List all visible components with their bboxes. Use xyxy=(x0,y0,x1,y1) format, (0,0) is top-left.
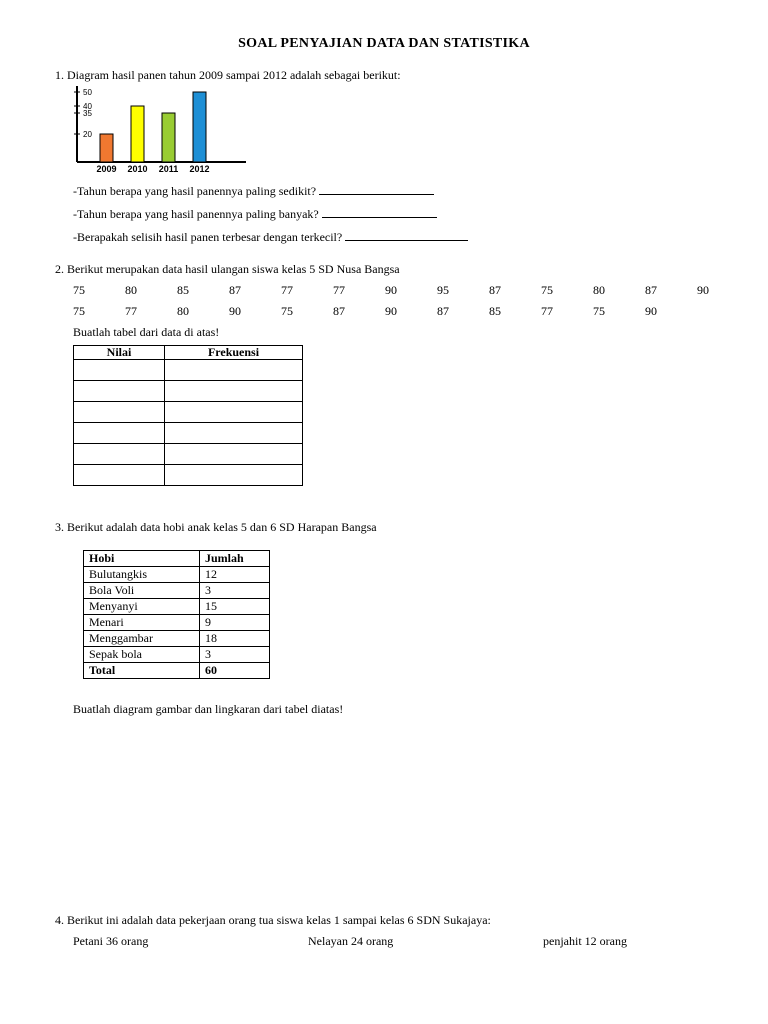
nilai-cell[interactable] xyxy=(74,402,165,423)
score-value: 90 xyxy=(697,283,709,297)
q4-item-nelayan: Nelayan 24 orang xyxy=(308,934,394,948)
column-header-nilai: Nilai xyxy=(74,346,165,360)
frekuensi-cell[interactable] xyxy=(165,444,303,465)
y-tick-label: 50 xyxy=(83,88,92,97)
x-tick-label: 2012 xyxy=(189,164,210,174)
score-value: 75 xyxy=(593,304,605,318)
q1-question-2 xyxy=(73,206,437,222)
total-label: Total xyxy=(84,663,200,679)
score-value: 80 xyxy=(177,304,189,318)
y-tick-label: 20 xyxy=(83,130,92,139)
bar-2009 xyxy=(100,134,113,162)
score-value: 95 xyxy=(437,283,449,297)
frekuensi-cell[interactable] xyxy=(165,381,303,402)
q2-intro: 2. Berikut merupakan data hasil ulangan siswa kelas 5 SD Nusa Bangsa xyxy=(55,262,400,276)
score-value: 75 xyxy=(281,304,293,318)
q4-item-penjahit: penjahit 12 orang xyxy=(543,934,627,948)
x-tick-label: 2011 xyxy=(158,164,179,174)
hobby-name: Bola Voli xyxy=(84,583,200,599)
bar-2012 xyxy=(193,92,206,162)
table-row xyxy=(74,402,303,423)
score-value: 85 xyxy=(177,283,189,297)
score-value: 77 xyxy=(541,304,553,318)
score-value: 77 xyxy=(333,283,345,297)
table-row xyxy=(84,599,270,615)
hobby-name: Menyanyi xyxy=(84,599,200,615)
q1-question-2-text: -Tahun berapa yang hasil panennya paling banyak? xyxy=(73,207,319,221)
hobby-count: 18 xyxy=(200,631,270,647)
score-value: 90 xyxy=(385,304,397,318)
q2-instruction: Buatlah tabel dari data di atas! xyxy=(73,325,220,339)
q1-question-1-text: -Tahun berapa yang hasil panennya paling sedikit? xyxy=(73,184,317,198)
q1-answer-blank-3[interactable] xyxy=(345,229,468,241)
table-row xyxy=(84,647,270,663)
table-row xyxy=(84,615,270,631)
q2-scores-row-1 xyxy=(73,283,749,298)
score-value: 85 xyxy=(489,304,501,318)
score-value: 75 xyxy=(73,304,85,318)
hobby-table xyxy=(83,550,270,679)
score-value: 90 xyxy=(385,283,397,297)
score-value: 87 xyxy=(229,283,241,297)
hobby-count: 9 xyxy=(200,615,270,631)
score-value: 80 xyxy=(593,283,605,297)
hobby-name: Menari xyxy=(84,615,200,631)
table-row xyxy=(84,567,270,583)
hobby-name: Menggambar xyxy=(84,631,200,647)
score-value: 77 xyxy=(281,283,293,297)
score-value: 87 xyxy=(437,304,449,318)
q2-scores-row-2 xyxy=(73,304,697,319)
table-row xyxy=(74,423,303,444)
q3-intro: 3. Berikut adalah data hobi anak kelas 5 dan 6 SD Harapan Bangsa xyxy=(55,520,377,534)
q1-question-3 xyxy=(73,229,468,245)
frequency-table-header xyxy=(74,346,303,360)
score-value: 87 xyxy=(489,283,501,297)
table-row xyxy=(74,381,303,402)
score-value: 75 xyxy=(541,283,553,297)
score-value: 75 xyxy=(73,283,85,297)
table-row-total xyxy=(84,663,270,679)
column-header-hobi: Hobi xyxy=(84,551,200,567)
score-value: 77 xyxy=(125,304,137,318)
y-tick-label: 40 xyxy=(83,102,92,111)
score-value: 90 xyxy=(645,304,657,318)
frekuensi-cell[interactable] xyxy=(165,402,303,423)
q1-question-3-text: -Berapakah selisih hasil panen terbesar dengan terkecil? xyxy=(73,230,343,244)
q1-intro: 1. Diagram hasil panen tahun 2009 sampai 2012 adalah sebagai berikut: xyxy=(55,68,401,82)
harvest-bar-chart xyxy=(70,84,260,176)
frequency-table xyxy=(73,345,303,486)
hobby-table-header xyxy=(84,551,270,567)
q3-instruction: Buatlah diagram gambar dan lingkaran dari tabel diatas! xyxy=(73,702,344,716)
table-row xyxy=(74,465,303,486)
bar-2010 xyxy=(131,106,144,162)
score-value: 90 xyxy=(229,304,241,318)
score-value: 80 xyxy=(125,283,137,297)
total-count: 60 xyxy=(200,663,270,679)
nilai-cell[interactable] xyxy=(74,423,165,444)
score-value: 87 xyxy=(645,283,657,297)
x-tick-label: 2010 xyxy=(127,164,148,174)
frekuensi-cell[interactable] xyxy=(165,423,303,444)
hobby-count: 15 xyxy=(200,599,270,615)
q1-answer-blank-1[interactable] xyxy=(319,183,434,195)
column-header-frekuensi: Frekuensi xyxy=(165,346,303,360)
hobby-name: Sepak bola xyxy=(84,647,200,663)
page-title: SOAL PENYAJIAN DATA DAN STATISTIKA xyxy=(238,36,530,51)
q4-intro: 4. Berikut ini adalah data pekerjaan orang tua siswa kelas 1 sampai kelas 6 SDN Sukajaya: xyxy=(55,913,491,927)
table-row xyxy=(84,583,270,599)
hobby-count: 3 xyxy=(200,583,270,599)
column-header-jumlah: Jumlah xyxy=(200,551,270,567)
table-row xyxy=(74,444,303,465)
q4-item-petani: Petani 36 orang xyxy=(73,934,149,948)
frekuensi-cell[interactable] xyxy=(165,360,303,381)
y-tick-label: 35 xyxy=(83,109,92,118)
nilai-cell[interactable] xyxy=(74,360,165,381)
frekuensi-cell[interactable] xyxy=(165,465,303,486)
nilai-cell[interactable] xyxy=(74,381,165,402)
x-tick-label: 2009 xyxy=(96,164,117,174)
bar-2011 xyxy=(162,113,175,162)
hobby-count: 12 xyxy=(200,567,270,583)
table-row xyxy=(84,631,270,647)
hobby-name: Bulutangkis xyxy=(84,567,200,583)
q1-answer-blank-2[interactable] xyxy=(322,206,437,218)
nilai-cell[interactable] xyxy=(74,465,165,486)
hobby-count: 3 xyxy=(200,647,270,663)
table-row xyxy=(74,360,303,381)
q1-question-1 xyxy=(73,183,434,199)
nilai-cell[interactable] xyxy=(74,444,165,465)
score-value: 87 xyxy=(333,304,345,318)
